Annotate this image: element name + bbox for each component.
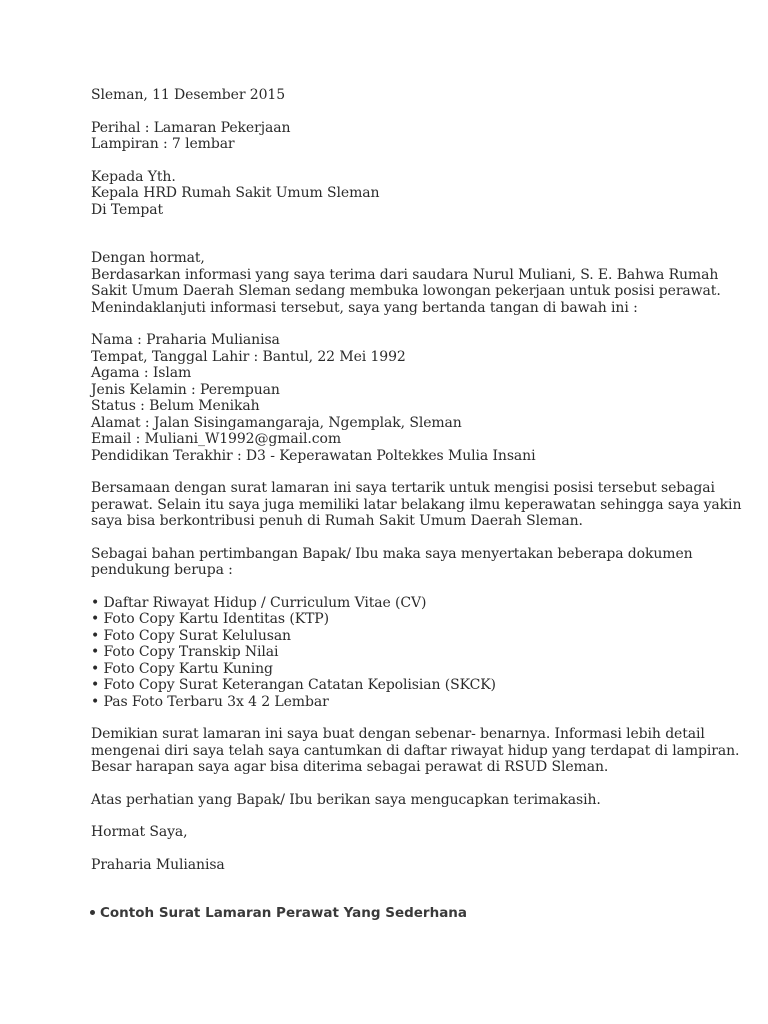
list-item: • Foto Copy Surat Keterangan Catatan Kepolisian (SKCK): [91, 677, 496, 693]
list-item: • Foto Copy Surat Kelulusan: [91, 627, 291, 644]
signature-name: Praharia Mulianisa: [91, 856, 225, 873]
bullet-icon: [90, 910, 95, 915]
intro-line: Menindaklanjuti informasi tersebut, saya yang bertanda tangan di bawah ini :: [91, 299, 638, 316]
list-item: • Pas Foto Terbaru 3x 4 2 Lembar: [91, 693, 329, 710]
intro-line: Sakit Umum Daerah Sleman sedang membuka lowongan pekerjaan untuk posisi perawat.: [91, 283, 721, 299]
thanks-line: Atas perhatian yang Bapak/ Ibu berikan saya mengucapkan terimakasih.: [91, 791, 601, 808]
letter-date: Sleman, 11 Desember 2015: [91, 87, 286, 103]
detail-gender: Jenis Kelamin : Perempuan: [91, 381, 280, 398]
intro-paragraph: [91, 267, 731, 317]
caption-heading: [90, 905, 467, 921]
body-line: pendukung berupa :: [91, 562, 233, 578]
closing-line: Besar harapan saya agar bisa diterima sebagai perawat di RSUD Sleman.: [91, 759, 609, 775]
intro-line: Berdasarkan informasi yang saya terima dari saudara Nurul Muliani, S. E. Bahwa Rumah: [91, 266, 719, 283]
regards: Hormat Saya,: [91, 824, 188, 840]
detail-address: Alamat : Jalan Sisingamangaraja, Ngemplak, Sleman: [91, 414, 462, 431]
document-list: [91, 595, 731, 711]
list-item: • Foto Copy Kartu Kuning: [91, 660, 273, 677]
body-line: Sebagai bahan pertimbangan Bapak/ Ibu maka saya menyertakan beberapa dokumen: [91, 545, 693, 562]
recipient-line: Kepala HRD Rumah Sakit Umum Sleman: [91, 185, 380, 201]
letter-attachment: Lampiran : 7 lembar: [91, 136, 235, 152]
recipient-line: Kepada Yth.: [91, 168, 176, 185]
caption-text: Contoh Surat Lamaran Perawat Yang Sederhana: [100, 905, 468, 921]
body-paragraph-2: [91, 546, 731, 579]
recipient-line: Di Tempat: [91, 201, 163, 218]
detail-status: Status : Belum Menikah: [91, 398, 260, 414]
closing-line: Demikian surat lamaran ini saya buat dengan sebenar- benarnya. Informasi lebih detail: [91, 726, 705, 742]
list-item: • Daftar Riwayat Hidup / Curriculum Vitae (CV): [91, 594, 427, 611]
body-line: saya bisa berkontribusi penuh di Rumah Sakit Umum Daerah Sleman.: [91, 513, 583, 529]
letter-document: [91, 87, 742, 873]
recipient-block: [91, 169, 731, 219]
detail-religion: Agama : Islam: [91, 365, 192, 381]
detail-education: Pendidikan Terakhir : D3 - Keperawatan Poltekkes Mulia Insani: [91, 447, 536, 464]
body-line: perawat. Selain itu saya juga memiliki latar belakang ilmu keperawatan sehingga saya yakin: [91, 496, 742, 513]
closing-line: mengenai diri saya telah saya cantumkan di daftar riwayat hidup yang terdapat di lampiran.: [91, 742, 740, 759]
detail-birth: Tempat, Tanggal Lahir : Bantul, 22 Mei 1992: [91, 348, 406, 365]
detail-name: Nama : Praharia Mulianisa: [91, 332, 280, 348]
body-line: Bersamaan dengan surat lamaran ini saya tertarik untuk mengisi posisi tersebut sebagai: [91, 480, 715, 496]
closing-paragraph: [91, 726, 740, 776]
body-paragraph-1: [91, 480, 742, 530]
list-item: • Foto Copy Transkip Nilai: [91, 644, 279, 660]
personal-details: [91, 332, 731, 464]
detail-email: Email : Muliani_W1992@gmail.com: [91, 431, 342, 447]
letter-subject: Perihal : Lamaran Pekerjaan: [91, 119, 291, 136]
list-item: • Foto Copy Kartu Identitas (KTP): [91, 611, 329, 627]
salutation: Dengan hormat,: [91, 250, 205, 266]
